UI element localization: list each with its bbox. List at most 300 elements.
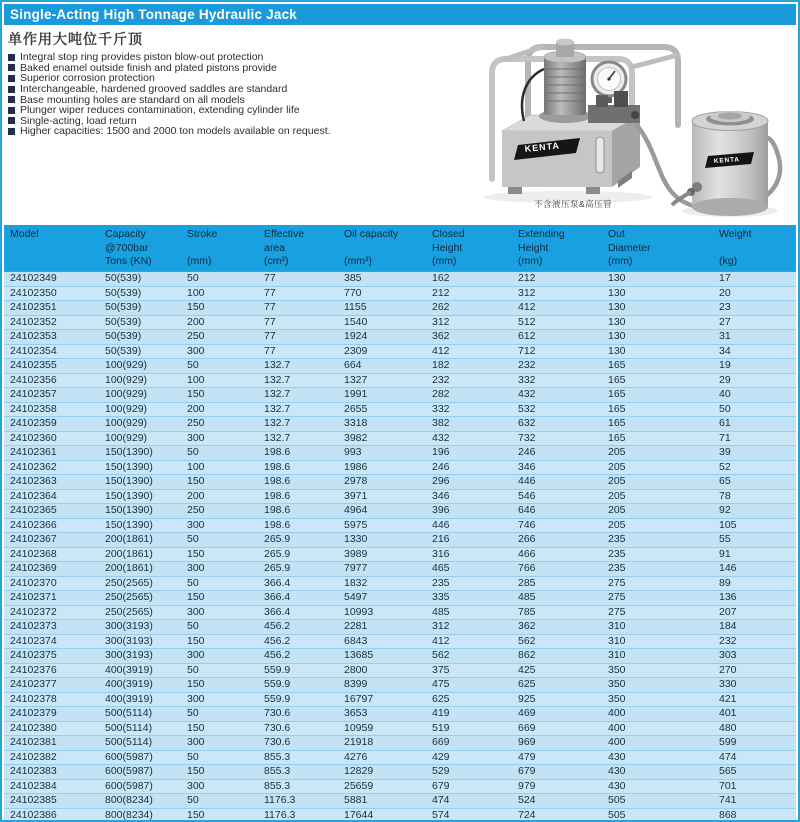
extending-height-cell: 512 — [518, 315, 536, 328]
column-header-line: Extending — [518, 228, 565, 240]
effective-area-cell: 198.6 — [264, 504, 291, 516]
capacity-cell: 50(539) — [105, 344, 142, 357]
effective-area-cell: 730.6 — [264, 736, 291, 748]
stroke-cell: 300 — [187, 736, 205, 748]
capacity-cell: 600(5987) — [105, 779, 153, 792]
effective-area-cell: 855.3 — [264, 750, 291, 763]
capacity-cell: 100(929) — [105, 431, 148, 444]
closed-height-cell: 669 — [432, 736, 450, 748]
table-row — [4, 707, 796, 722]
stroke-cell: 250 — [187, 417, 205, 429]
model-cell: 24102356 — [10, 373, 57, 386]
oil-capacity-cell: 1924 — [344, 330, 368, 342]
extending-height-cell: 625 — [518, 678, 536, 690]
intro-section — [4, 29, 796, 223]
weight-cell: 20 — [719, 286, 731, 299]
capacity-cell: 50(539) — [105, 272, 142, 284]
column-header-line: Oil capacity — [344, 228, 399, 240]
out-diameter-cell: 275 — [608, 576, 626, 589]
out-diameter-cell: 130 — [608, 286, 626, 299]
table-row — [4, 548, 796, 563]
oil-capacity-cell: 25659 — [344, 779, 374, 792]
oil-capacity-cell: 21918 — [344, 736, 374, 748]
closed-height-cell: 182 — [432, 359, 450, 371]
stroke-cell: 150 — [187, 301, 205, 313]
weight-cell: 17 — [719, 272, 731, 284]
out-diameter-cell: 205 — [608, 446, 626, 458]
capacity-cell: 500(5114) — [105, 736, 153, 748]
out-diameter-cell: 130 — [608, 301, 626, 313]
brand-text: KENTA — [524, 140, 561, 154]
weight-cell: 55 — [719, 533, 731, 545]
weight-cell: 136 — [719, 591, 737, 603]
extending-height-cell: 412 — [518, 301, 536, 313]
table-row — [4, 461, 796, 476]
stroke-cell: 300 — [187, 605, 205, 618]
model-cell: 24102366 — [10, 518, 57, 531]
capacity-cell: 150(1390) — [105, 518, 153, 531]
table-row — [4, 490, 796, 505]
column-header-line — [187, 242, 258, 256]
table-row — [4, 794, 796, 809]
column-header-line: Model — [10, 228, 39, 240]
closed-height-cell: 212 — [432, 286, 450, 299]
extending-height-cell: 724 — [518, 808, 536, 821]
out-diameter-cell: 235 — [608, 533, 626, 545]
capacity-cell: 250(2565) — [105, 605, 153, 618]
capacity-cell: 50(539) — [105, 315, 142, 328]
out-diameter-cell: 235 — [608, 562, 626, 574]
oil-capacity-cell: 3989 — [344, 547, 368, 560]
table-row — [4, 345, 796, 360]
column-header — [713, 225, 796, 271]
table-row — [4, 359, 796, 374]
column-header — [426, 225, 512, 271]
column-header-line: (mm) — [187, 255, 212, 267]
column-header-line: (cm²) — [264, 255, 289, 267]
capacity-cell: 600(5987) — [105, 765, 153, 777]
closed-height-cell: 625 — [432, 692, 450, 705]
extending-height-cell: 466 — [518, 547, 536, 560]
oil-capacity-cell: 3971 — [344, 489, 368, 502]
capacity-cell: 50(539) — [105, 301, 142, 313]
oil-capacity-cell: 13685 — [344, 649, 374, 661]
brand-text: KENTA — [713, 156, 740, 165]
model-cell: 24102357 — [10, 388, 57, 400]
extending-height-cell: 632 — [518, 417, 536, 429]
capacity-cell: 150(1390) — [105, 504, 153, 516]
extending-height-cell: 969 — [518, 736, 536, 748]
extending-height-cell: 312 — [518, 286, 536, 299]
oil-capacity-cell: 1986 — [344, 460, 368, 473]
page-title: Single-Acting High Tonnage Hydraulic Jack — [10, 7, 297, 22]
oil-capacity-cell: 1155 — [344, 301, 367, 313]
bullet-square-icon — [8, 64, 15, 71]
model-cell: 24102384 — [10, 779, 57, 792]
stroke-cell: 300 — [187, 649, 205, 661]
capacity-cell: 200(1861) — [105, 547, 153, 560]
closed-height-cell: 475 — [432, 678, 450, 690]
table-row — [4, 736, 796, 751]
effective-area-cell: 559.9 — [264, 663, 291, 676]
table-row — [4, 649, 796, 664]
effective-area-cell: 366.4 — [264, 605, 291, 618]
out-diameter-cell: 165 — [608, 388, 626, 400]
column-header-line: Diameter — [608, 241, 651, 254]
column-header-line: Weight — [719, 228, 752, 240]
model-cell: 24102351 — [10, 301, 57, 313]
model-cell: 24102370 — [10, 576, 57, 589]
weight-cell: 92 — [719, 504, 731, 516]
weight-cell: 701 — [719, 779, 737, 792]
weight-cell: 31 — [719, 330, 731, 342]
table-row — [4, 635, 796, 650]
model-cell: 24102377 — [10, 678, 57, 690]
column-header-line: Height — [518, 241, 549, 254]
column-header-line: (mm³) — [344, 255, 372, 267]
column-header — [181, 225, 258, 271]
effective-area-cell: 366.4 — [264, 576, 291, 589]
out-diameter-cell: 350 — [608, 692, 626, 705]
table-row — [4, 504, 796, 519]
model-cell: 24102382 — [10, 750, 57, 763]
extending-height-cell: 469 — [518, 707, 536, 719]
effective-area-cell: 198.6 — [264, 518, 291, 531]
model-cell: 24102352 — [10, 315, 57, 328]
model-cell: 24102367 — [10, 533, 57, 545]
model-cell: 24102381 — [10, 736, 57, 748]
oil-capacity-cell: 3318 — [344, 417, 368, 429]
weight-cell: 40 — [719, 388, 731, 400]
weight-cell: 78 — [719, 489, 731, 502]
table-row — [4, 403, 796, 418]
capacity-cell: 150(1390) — [105, 460, 153, 473]
table-row — [4, 693, 796, 708]
oil-capacity-cell: 10993 — [344, 605, 374, 618]
column-header-line: Tons (KN) — [105, 255, 152, 267]
out-diameter-cell: 430 — [608, 779, 626, 792]
stroke-cell: 150 — [187, 678, 205, 690]
oil-capacity-cell: 2309 — [344, 344, 368, 357]
capacity-cell: 250(2565) — [105, 576, 153, 589]
effective-area-cell: 132.7 — [264, 417, 291, 429]
closed-height-cell: 232 — [432, 373, 450, 386]
capacity-cell: 600(5987) — [105, 750, 153, 763]
stroke-cell: 250 — [187, 330, 205, 342]
out-diameter-cell: 350 — [608, 678, 626, 690]
out-diameter-cell: 400 — [608, 707, 626, 719]
closed-height-cell: 375 — [432, 663, 450, 676]
table-row — [4, 519, 796, 534]
extending-height-cell: 485 — [518, 591, 536, 603]
extending-height-cell: 862 — [518, 649, 536, 661]
oil-capacity-cell: 4964 — [344, 504, 368, 516]
effective-area-cell: 1176.3 — [264, 808, 296, 821]
stroke-cell: 250 — [187, 504, 205, 516]
bullet-square-icon — [8, 75, 15, 82]
out-diameter-cell: 505 — [608, 794, 626, 806]
closed-height-cell: 485 — [432, 605, 450, 618]
bullet-square-icon — [8, 107, 15, 114]
table-row — [4, 606, 796, 621]
bullet-square-icon — [8, 54, 15, 61]
model-cell: 24102385 — [10, 794, 57, 806]
feature-text: Baked enamel outside finish and plated pistons provide — [20, 61, 277, 74]
stroke-cell: 50 — [187, 794, 199, 806]
effective-area-cell: 77 — [264, 330, 276, 342]
closed-height-cell: 162 — [432, 272, 450, 284]
extending-height-cell: 546 — [518, 489, 536, 502]
capacity-cell: 150(1390) — [105, 446, 153, 458]
page-title-bar — [4, 4, 796, 25]
oil-capacity-cell: 12829 — [344, 765, 374, 777]
stroke-cell: 150 — [187, 808, 205, 821]
out-diameter-cell: 310 — [608, 634, 626, 647]
closed-height-cell: 474 — [432, 794, 450, 806]
oil-capacity-cell: 3982 — [344, 431, 368, 444]
capacity-cell: 200(1861) — [105, 562, 153, 574]
extending-height-cell: 285 — [518, 576, 536, 589]
table-row — [4, 301, 796, 316]
capacity-cell: 50(539) — [105, 286, 142, 299]
column-header-line: (mm) — [432, 255, 457, 267]
feature-text: Single-acting, load return — [20, 114, 137, 127]
closed-height-cell: 562 — [432, 649, 450, 661]
capacity-cell: 100(929) — [105, 388, 148, 400]
capacity-cell: 300(3193) — [105, 649, 153, 661]
weight-cell: 27 — [719, 315, 731, 328]
extending-height-cell: 979 — [518, 779, 536, 792]
stroke-cell: 50 — [187, 533, 199, 545]
stroke-cell: 100 — [187, 460, 205, 473]
oil-capacity-cell: 385 — [344, 272, 362, 284]
extending-height-cell: 646 — [518, 504, 536, 516]
model-cell: 24102350 — [10, 286, 57, 299]
weight-cell: 29 — [719, 373, 731, 386]
closed-height-cell: 396 — [432, 504, 450, 516]
out-diameter-cell: 505 — [608, 808, 626, 821]
out-diameter-cell: 130 — [608, 315, 626, 328]
oil-capacity-cell: 5975 — [344, 518, 368, 531]
oil-capacity-cell: 17644 — [344, 808, 374, 821]
weight-cell: 401 — [719, 707, 737, 719]
out-diameter-cell: 165 — [608, 431, 626, 444]
closed-height-cell: 429 — [432, 750, 450, 763]
oil-capacity-cell: 5497 — [344, 591, 368, 603]
closed-height-cell: 412 — [432, 344, 450, 357]
closed-height-cell: 235 — [432, 576, 450, 589]
feature-text: Base mounting holes are standard on all models — [20, 93, 245, 106]
oil-capacity-cell: 4276 — [344, 750, 368, 763]
model-cell: 24102360 — [10, 431, 57, 444]
effective-area-cell: 265.9 — [264, 547, 291, 560]
stroke-cell: 150 — [187, 388, 205, 400]
subtitle-chinese: 单作用大吨位千斤顶 — [8, 31, 143, 47]
extending-height-cell: 479 — [518, 750, 536, 763]
stroke-cell: 50 — [187, 707, 199, 719]
oil-capacity-cell: 6843 — [344, 634, 368, 647]
out-diameter-cell: 165 — [608, 359, 626, 371]
stroke-cell: 100 — [187, 373, 205, 386]
effective-area-cell: 77 — [264, 344, 276, 357]
pump-and-cylinder-illustration — [468, 29, 793, 223]
oil-capacity-cell: 1540 — [344, 315, 368, 328]
table-row — [4, 388, 796, 403]
closed-height-cell: 312 — [432, 315, 450, 328]
column-header-line: area — [264, 241, 286, 254]
effective-area-cell: 366.4 — [264, 591, 291, 603]
column-header-line: Height — [432, 241, 463, 254]
extending-height-cell: 266 — [518, 533, 536, 545]
weight-cell: 146 — [719, 562, 737, 574]
extending-height-cell: 524 — [518, 794, 536, 806]
table-row — [4, 620, 796, 635]
model-cell: 24102378 — [10, 692, 57, 705]
extending-height-cell: 746 — [518, 518, 536, 531]
closed-height-cell: 419 — [432, 707, 450, 719]
table-row — [4, 287, 796, 302]
out-diameter-cell: 165 — [608, 373, 626, 386]
capacity-cell: 150(1390) — [105, 489, 153, 502]
out-diameter-cell: 205 — [608, 518, 626, 531]
capacity-cell: 200(1861) — [105, 533, 153, 545]
weight-cell: 232 — [719, 634, 737, 647]
extending-height-cell: 925 — [518, 692, 536, 705]
table-row — [4, 809, 796, 822]
model-cell: 24102383 — [10, 765, 57, 777]
bullet-square-icon — [8, 96, 15, 103]
model-cell: 24102354 — [10, 344, 57, 357]
model-cell: 24102371 — [10, 591, 57, 603]
feature-text: Integral stop ring provides piston blow-out protection — [20, 51, 264, 64]
closed-height-cell: 312 — [432, 620, 450, 632]
effective-area-cell: 77 — [264, 301, 276, 313]
capacity-cell: 100(929) — [105, 373, 148, 386]
extending-height-cell: 712 — [518, 344, 536, 357]
effective-area-cell: 456.2 — [264, 649, 291, 661]
table-row — [4, 780, 796, 795]
table-row — [4, 722, 796, 737]
stroke-cell: 150 — [187, 765, 205, 777]
weight-cell: 480 — [719, 721, 737, 734]
effective-area-cell: 77 — [264, 286, 276, 299]
column-header-line: Closed — [432, 228, 465, 240]
model-cell: 24102363 — [10, 475, 57, 487]
stroke-cell: 150 — [187, 591, 205, 603]
closed-height-cell: 216 — [432, 533, 450, 545]
closed-height-cell: 332 — [432, 402, 450, 415]
weight-cell: 23 — [719, 301, 731, 313]
weight-cell: 184 — [719, 620, 737, 632]
closed-height-cell: 362 — [432, 330, 450, 342]
extending-height-cell: 432 — [518, 388, 536, 400]
effective-area-cell: 456.2 — [264, 634, 291, 647]
closed-height-cell: 529 — [432, 765, 450, 777]
stroke-cell: 200 — [187, 489, 205, 502]
feature-text: Plunger wiper reduces contamination, extending cylinder life — [20, 104, 300, 117]
model-cell: 24102372 — [10, 605, 57, 618]
closed-height-cell: 296 — [432, 475, 450, 487]
bullet-square-icon — [8, 128, 15, 135]
table-row — [4, 591, 796, 606]
stroke-cell: 200 — [187, 315, 205, 328]
model-cell: 24102362 — [10, 460, 57, 473]
closed-height-cell: 519 — [432, 721, 450, 734]
effective-area-cell: 132.7 — [264, 402, 291, 415]
stroke-cell: 50 — [187, 576, 199, 589]
product-caption: 不含液压泵&高压管 — [534, 199, 613, 209]
oil-capacity-cell: 2800 — [344, 663, 368, 676]
capacity-cell: 300(3193) — [105, 634, 153, 647]
feature-text: Interchangeable, hardened grooved saddles are standard — [20, 83, 288, 96]
effective-area-cell: 730.6 — [264, 707, 291, 719]
out-diameter-cell: 275 — [608, 591, 626, 603]
table-row — [4, 678, 796, 693]
stroke-cell: 150 — [187, 721, 205, 734]
effective-area-cell: 132.7 — [264, 359, 291, 371]
oil-capacity-cell: 7977 — [344, 562, 368, 574]
weight-cell: 868 — [719, 808, 737, 821]
effective-area-cell: 77 — [264, 315, 276, 328]
model-cell: 24102369 — [10, 562, 57, 574]
out-diameter-cell: 400 — [608, 721, 626, 734]
model-cell: 24102355 — [10, 359, 57, 371]
effective-area-cell: 198.6 — [264, 489, 291, 502]
capacity-cell: 800(8234) — [105, 794, 153, 806]
extending-height-cell: 446 — [518, 475, 536, 487]
bullet-square-icon — [8, 86, 15, 93]
weight-cell: 91 — [719, 547, 731, 560]
model-cell: 24102353 — [10, 330, 57, 342]
out-diameter-cell: 205 — [608, 475, 626, 487]
weight-cell: 207 — [719, 605, 737, 618]
weight-cell: 50 — [719, 402, 731, 415]
capacity-cell: 400(3919) — [105, 663, 153, 676]
oil-capacity-cell: 2281 — [344, 620, 368, 632]
table-row — [4, 475, 796, 490]
weight-cell: 330 — [719, 678, 737, 690]
effective-area-cell: 1176.3 — [264, 794, 296, 806]
model-cell: 24102386 — [10, 808, 57, 821]
effective-area-cell: 198.6 — [264, 460, 291, 473]
column-header-line: Effective — [264, 228, 305, 240]
weight-cell: 565 — [719, 765, 737, 777]
weight-cell: 89 — [719, 576, 731, 589]
stroke-cell: 50 — [187, 663, 199, 676]
column-header — [99, 225, 181, 271]
table-row — [4, 664, 796, 679]
table-row — [4, 432, 796, 447]
out-diameter-cell: 165 — [608, 417, 626, 429]
weight-cell: 474 — [719, 750, 737, 763]
model-cell: 24102365 — [10, 504, 57, 516]
extending-height-cell: 232 — [518, 359, 536, 371]
out-diameter-cell: 130 — [608, 330, 626, 342]
effective-area-cell: 198.6 — [264, 446, 291, 458]
stroke-cell: 50 — [187, 750, 199, 763]
model-cell: 24102376 — [10, 663, 57, 676]
weight-cell: 34 — [719, 344, 731, 357]
extending-height-cell: 732 — [518, 431, 536, 444]
stroke-cell: 50 — [187, 359, 199, 371]
capacity-cell: 800(8234) — [105, 808, 153, 821]
capacity-cell: 100(929) — [105, 402, 148, 415]
column-header — [602, 225, 713, 271]
capacity-cell: 300(3193) — [105, 620, 153, 632]
effective-area-cell: 132.7 — [264, 431, 291, 444]
column-header-line: (mm) — [608, 255, 633, 267]
table-row — [4, 330, 796, 345]
